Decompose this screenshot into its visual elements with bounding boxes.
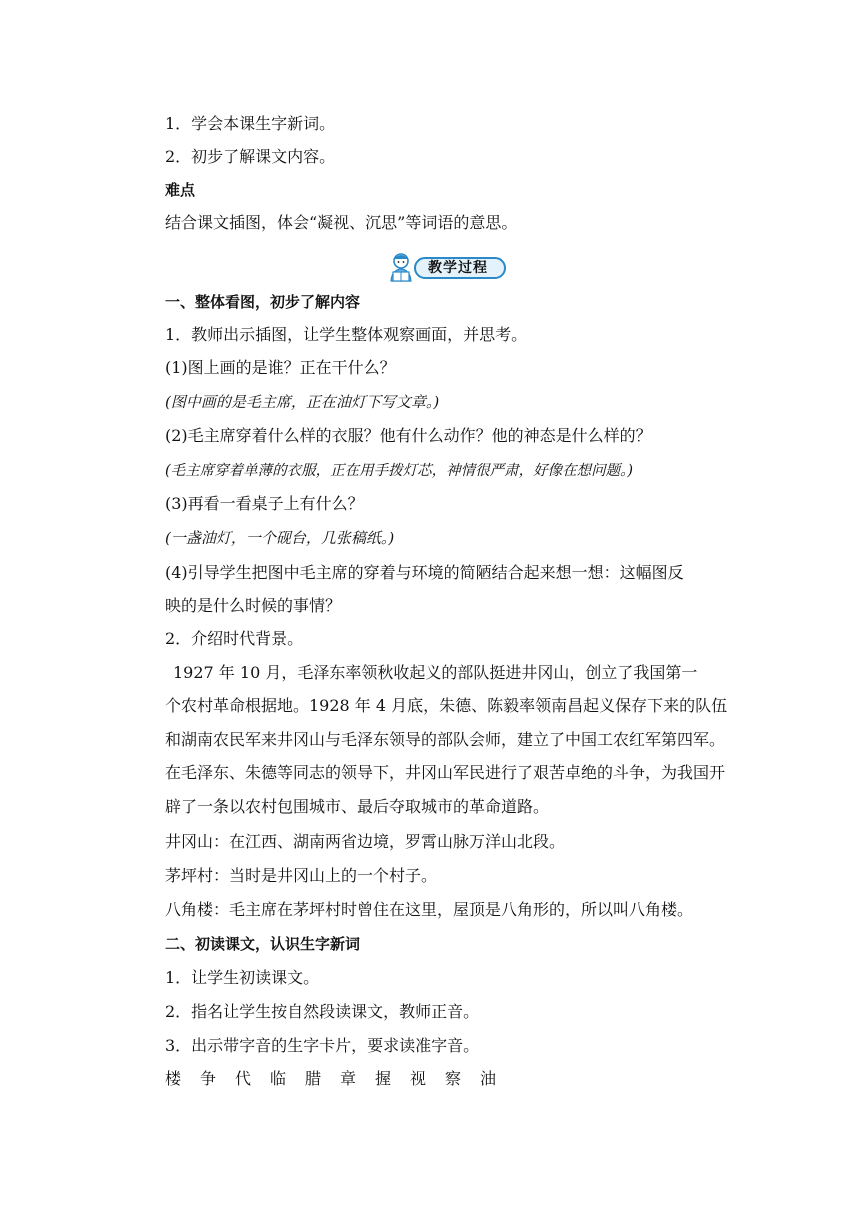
character: 楼 bbox=[165, 1069, 182, 1088]
teaching-process-banner bbox=[384, 250, 508, 284]
section-2-heading: 二、初读课文，认识生字新词 bbox=[165, 935, 361, 953]
question-3: (3)再看一看桌子上有什么？ bbox=[165, 494, 364, 513]
question-1: (1)图上画的是谁？正在干什么？ bbox=[165, 358, 396, 377]
character: 握 bbox=[375, 1069, 392, 1088]
answer-1: (图中画的是毛主席，正在油灯下写文章。) bbox=[165, 393, 440, 411]
character: 临 bbox=[270, 1069, 287, 1088]
background-line-3: 和湖南农民军来井冈山与毛泽东领导的部队会师，建立了中国工农红军第四军。 bbox=[165, 730, 726, 749]
difficulty-text: 结合课文插图，体会“凝视、沉思”等词语的意思。 bbox=[165, 213, 518, 232]
answer-3: (一盏油灯，一个砚台，几张稿纸。) bbox=[165, 529, 395, 547]
character: 油 bbox=[480, 1069, 497, 1088]
term-jinggangshan: 井冈山：在江西、湖南两省边境，罗霄山脉万洋山北段。 bbox=[165, 832, 566, 851]
character: 代 bbox=[235, 1069, 252, 1088]
background-line-4: 在毛泽东、朱德等同志的领导下，井冈山军民进行了艰苦卓绝的斗争，为我国开 bbox=[165, 763, 726, 782]
term-bajiaolou: 八角楼：毛主席在茅坪村时曾住在这里，屋顶是八角形的，所以叫八角楼。 bbox=[165, 900, 694, 919]
question-4-line-1: (4)引导学生把图中毛主席的穿着与环境的简陋结合起来想一想：这幅图反 bbox=[165, 563, 684, 582]
section-1-step-1: 1．教师出示插图，让学生整体观察画面，并思考。 bbox=[165, 325, 528, 344]
background-line-1: 1927 年 10 月，毛泽东率领秋收起义的部队挺进井冈山，创立了我国第一 bbox=[173, 663, 698, 682]
difficulty-heading: 难点 bbox=[165, 181, 196, 199]
character: 视 bbox=[410, 1069, 427, 1088]
character: 争 bbox=[200, 1069, 217, 1088]
goal-2: 2．初步了解课文内容。 bbox=[165, 147, 336, 166]
term-maopingcun: 茅坪村：当时是井冈山上的一个村子。 bbox=[165, 866, 438, 885]
answer-2: (毛主席穿着单薄的衣服，正在用手拨灯芯，神情很严肃，好像在想问题。) bbox=[165, 463, 634, 479]
question-2: (2)毛主席穿着什么样的衣服？他有什么动作？他的神态是什么样的？ bbox=[165, 426, 652, 445]
background-line-5: 辟了一条以农村包围城市、最后夺取城市的革命道路。 bbox=[165, 797, 550, 816]
section-2-step-1: 1．让学生初读课文。 bbox=[165, 968, 320, 987]
section-1-heading: 一、整体看图，初步了解内容 bbox=[165, 293, 361, 311]
goal-1: 1．学会本课生字新词。 bbox=[165, 114, 336, 133]
student-reading-icon bbox=[384, 250, 424, 284]
section-2-step-3: 3．出示带字音的生字卡片，要求读准字音。 bbox=[165, 1036, 480, 1055]
character-list bbox=[165, 1069, 515, 1089]
character: 章 bbox=[340, 1069, 357, 1088]
section-2-step-2: 2．指名让学生按自然段读课文，教师正音。 bbox=[165, 1002, 480, 1021]
character: 腊 bbox=[305, 1069, 322, 1088]
character: 察 bbox=[445, 1069, 462, 1088]
banner-label: 教学过程 bbox=[428, 260, 488, 276]
section-1-step-2: 2．介绍时代背景。 bbox=[165, 629, 304, 648]
background-line-2: 个农村革命根据地。1928 年 4 月底，朱德、陈毅率领南昌起义保存下来的队伍 bbox=[165, 696, 728, 715]
question-4-line-2: 映的是什么时候的事情？ bbox=[165, 596, 342, 615]
